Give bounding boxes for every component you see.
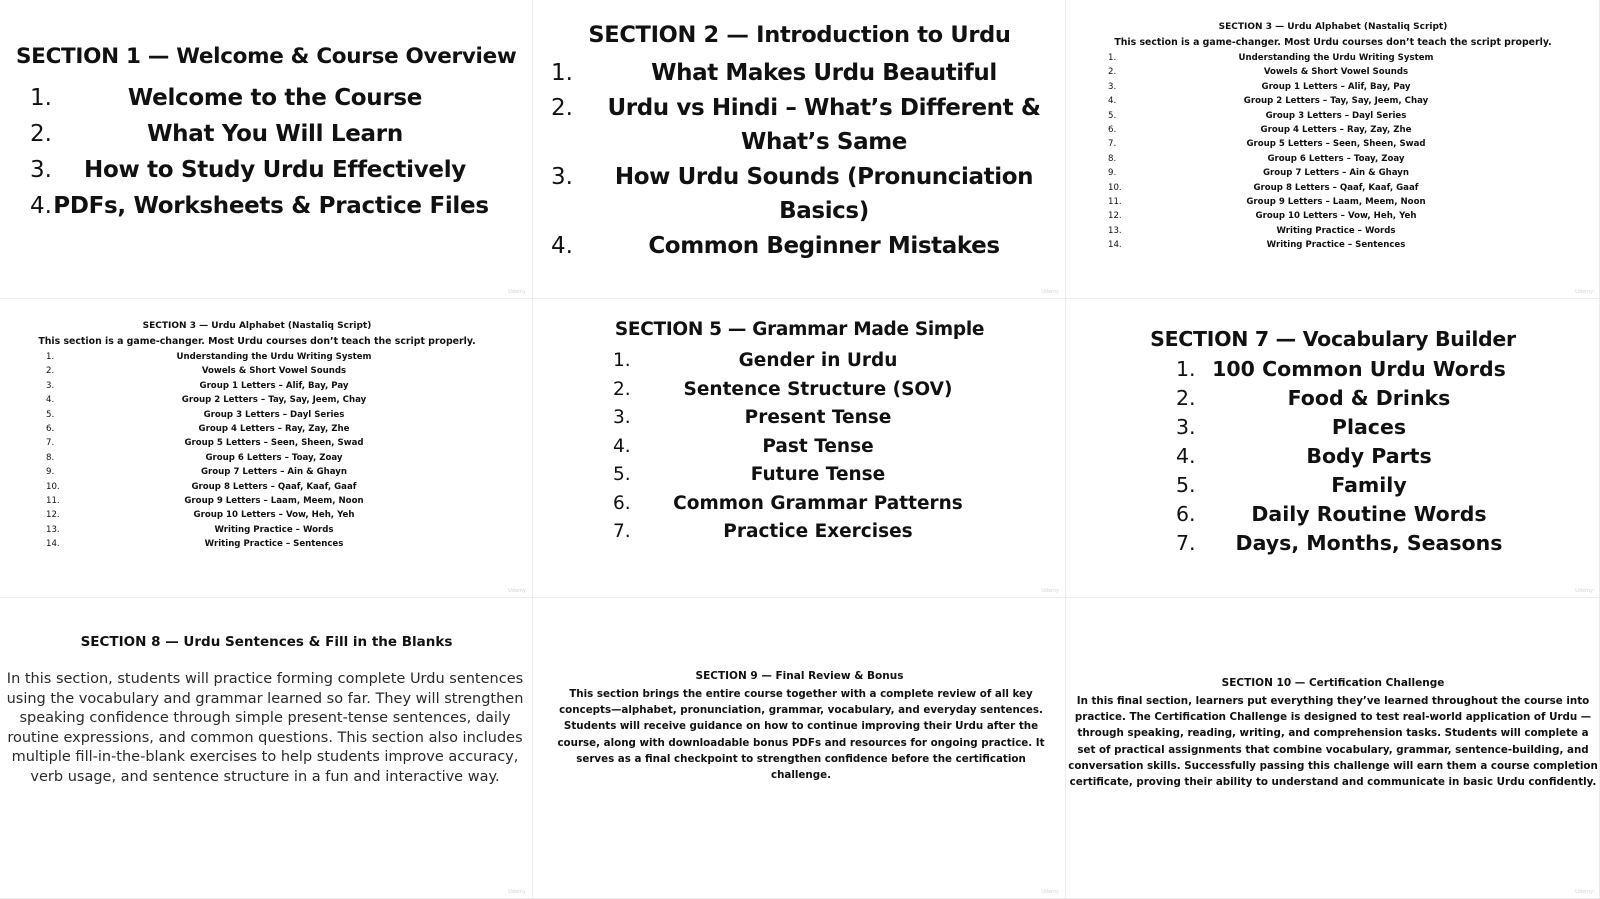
slide-title: SECTION 7 — Vocabulary Builder [1150,327,1516,351]
slide-section-3-copy[interactable] [0,299,533,598]
list-item [1176,384,1526,413]
item-number: 14. [1108,240,1122,251]
list-item [1176,471,1526,500]
slide-title: SECTION 3 — Urdu Alphabet (Nastaliq Script) [142,321,372,331]
item-number: 3. [1176,415,1196,439]
list-item [46,379,482,393]
item-number: 5. [1108,110,1117,121]
item-text: Food & Drinks [1287,386,1451,410]
item-number: 2. [46,366,55,377]
list-item [30,188,490,224]
item-number: 8. [46,452,55,463]
watermark: Udemy [508,289,526,295]
list-item [46,523,482,537]
item-number: 3. [613,407,631,428]
item-text: Common Grammar Patterns [673,492,963,514]
item-text: Group 7 Letters – Ain & Ghayn [200,467,348,478]
list-item [613,376,983,405]
item-text: Urdu vs Hindi – What’s Different & What’s Same [607,94,1041,155]
item-text: Vowels & Short Vowel Sounds [201,366,347,377]
list-item [1108,181,1544,195]
slide-title: SECTION 5 — Grammar Made Simple [614,319,985,340]
slide-title: SECTION 8 — Urdu Sentences & Fill in the Blanks [80,634,453,650]
slide-section-9[interactable] [533,598,1066,899]
slide-body-text: In this final section, learners put everything they’ve learned throughout the course into practice. The Certification Challenge is designed to test real-world application of Urdu — through speaking, reading, writing, and comprehension tasks. Students will complete a set of practical assignments that combine vocabulary, grammar, sentence-building, and conversation skills. Successfully passing this challenge will earn them a course completion certificate, proving their ability to understand and communicate in basic Urdu confidently. [1068,695,1598,789]
list-item [1108,224,1544,238]
list-item [46,350,482,364]
watermark: Udemy [508,588,526,594]
list-item [1108,94,1544,108]
slide-intro: This section is a game-changer. Most Urdu courses don’t teach the script properly. [38,336,476,347]
watermark: Udemy [1575,289,1593,295]
item-number: 4. [613,435,631,457]
list-item [46,393,482,407]
list-item [46,508,482,522]
watermark: Udemy [1041,889,1059,895]
item-number: 1. [1176,357,1196,381]
slide-section-7[interactable] [1066,299,1600,598]
list-item [1176,442,1526,471]
lesson-list [46,350,482,552]
list-item [1108,152,1544,166]
item-number: 3. [1108,81,1117,92]
item-number: 10. [46,481,60,492]
list-item [30,152,490,188]
item-text: Group 3 Letters – Dayl Series [203,409,345,420]
list-item [1176,500,1526,529]
lesson-list [1108,51,1544,253]
list-item [46,436,482,450]
item-text: Group 7 Letters – Ain & Ghayn [1262,168,1410,179]
item-number: 3. [551,163,573,190]
item-text: Group 6 Letters – Toay, Zoay [1267,153,1405,164]
item-text: Group 8 Letters – Qaaf, Kaaf, Gaaf [191,481,357,492]
item-text: Past Tense [762,435,874,457]
item-number: 14. [46,539,60,550]
list-item [1108,109,1544,123]
list-item [46,364,482,378]
list-item [1176,529,1526,558]
item-number: 7. [46,438,55,449]
lesson-list [613,347,983,547]
list-item [30,116,490,152]
slide-section-10[interactable] [1066,598,1600,899]
slide-section-5[interactable] [533,299,1066,598]
item-number: 5. [1176,473,1196,497]
item-number: 2. [30,121,52,147]
list-item [551,56,1051,91]
slide-section-3[interactable] [1066,0,1600,299]
item-number: 7. [1176,531,1196,555]
item-text: Group 9 Letters – Laam, Meem, Noon [184,496,364,507]
item-number: 1. [551,60,573,86]
item-number: 2. [613,378,631,400]
item-text: Group 6 Letters – Toay, Zoay [205,452,343,463]
item-text: Group 1 Letters – Alif, Bay, Pay [199,380,349,391]
item-number: 5. [613,464,631,485]
list-item [613,433,983,462]
item-number: 11. [1108,197,1122,208]
list-item [613,490,983,519]
item-text: Common Beginner Mistakes [648,232,1000,259]
item-number: 2. [551,94,573,121]
item-text: Group 2 Letters – Tay, Say, Jeem, Chay [181,395,367,406]
item-number: 7. [1108,139,1117,150]
list-item [613,461,983,490]
list-item [1108,166,1544,180]
item-text: Understanding the Urdu Writing System [1238,53,1434,63]
item-text: Days, Months, Seasons [1235,531,1503,555]
item-number: 6. [613,492,631,514]
item-number: 2. [1108,67,1117,78]
list-item [613,404,983,433]
list-item [1176,355,1526,384]
slide-section-1[interactable] [0,0,533,299]
slide-body-text: In this section, students will practice forming complete Urdu sentences using the vocabulary and grammar learned so far. They will strengthen speaking confidence through simple present-tense sentences, daily routine expressions, and common questions. This section also includes multiple fill-in-the-blank exercises to help students improve accuracy, verb usage, and sentence structure in a fun and interactive way. [6,671,524,785]
watermark: Udemy [1041,588,1059,594]
list-item [46,537,482,551]
item-text: Welcome to the Course [127,85,423,111]
list-item [613,518,983,547]
item-number: 5. [46,409,55,420]
item-text: Body Parts [1306,444,1432,468]
item-text: Group 5 Letters – Seen, Sheen, Swad [184,438,364,449]
item-number: 8. [1108,153,1117,164]
list-item [46,465,482,479]
lesson-list [30,80,490,224]
item-number: 6. [46,424,55,435]
item-text: Group 10 Letters – Vow, Heh, Yeh [193,510,355,521]
list-item [551,160,1051,229]
item-text: Group 5 Letters – Seen, Sheen, Swad [1246,139,1426,150]
item-text: Group 4 Letters – Ray, Zay, Zhe [1260,125,1412,136]
item-number: 1. [613,350,631,371]
list-item [1108,195,1544,209]
item-number: 9. [1108,168,1117,179]
item-text: What Makes Urdu Beautiful [651,60,997,86]
item-text: Group 3 Letters – Dayl Series [1265,110,1407,121]
slide-title: SECTION 2 — Introduction to Urdu [588,22,1011,48]
item-text: Sentence Structure (SOV) [683,378,953,400]
list-item [1108,65,1544,79]
item-text: Writing Practice – Words [1276,225,1396,236]
item-number: 7. [613,521,631,542]
item-text: Gender in Urdu [738,350,898,371]
item-text: Group 2 Letters – Tay, Say, Jeem, Chay [1243,96,1429,107]
item-text: Vowels & Short Vowel Sounds [1263,67,1409,78]
item-number: 6. [1108,125,1117,136]
watermark: Udemy [1575,588,1593,594]
list-item [46,451,482,465]
slide-intro: This section is a game-changer. Most Urdu courses don’t teach the script properly. [1114,37,1552,48]
watermark: Udemy [508,889,526,895]
item-number: 1. [1108,53,1117,63]
list-item [1108,238,1544,252]
list-item [30,80,490,116]
list-item [1108,209,1544,223]
item-number: 13. [1108,225,1122,236]
item-text: Present Tense [744,407,892,428]
list-item [46,422,482,436]
slide-title: SECTION 1 — Welcome & Course Overview [16,44,517,69]
slide-title: SECTION 9 — Final Review & Bonus [695,670,904,682]
slide-section-8[interactable] [0,598,533,899]
lesson-list [1176,355,1526,558]
item-number: 12. [46,510,60,521]
item-number: 4. [551,232,573,259]
slide-section-2[interactable] [533,0,1066,299]
list-item [1108,51,1544,65]
item-text: Understanding the Urdu Writing System [176,352,372,362]
item-number: 4. [1176,444,1196,468]
item-number: 3. [46,380,55,391]
item-text: Family [1331,473,1407,497]
item-text: Future Tense [750,464,886,485]
item-number: 6. [1176,502,1196,526]
item-text: Group 10 Letters – Vow, Heh, Yeh [1255,211,1417,222]
item-number: 13. [46,524,60,535]
list-item [46,480,482,494]
watermark: Udemy [1041,289,1059,295]
item-number: 10. [1108,182,1122,193]
item-text: Group 8 Letters – Qaaf, Kaaf, Gaaf [1253,182,1419,193]
item-number: 11. [46,496,60,507]
slide-title: SECTION 3 — Urdu Alphabet (Nastaliq Script) [1218,22,1448,32]
item-number: 4. [1108,96,1117,107]
slide-title: SECTION 10 — Certification Challenge [1221,677,1445,689]
item-number: 4. [46,395,55,406]
item-number: 2. [1176,386,1196,410]
list-item [46,408,482,422]
item-number: 9. [46,467,55,478]
item-text: Writing Practice – Sentences [204,539,344,550]
item-text: Group 9 Letters – Laam, Meem, Noon [1246,197,1426,208]
item-text: What You Will Learn [147,121,403,147]
item-text: Writing Practice – Words [214,524,334,535]
item-text: How Urdu Sounds (Pronunciation Basics) [614,163,1034,224]
list-item [551,229,1051,264]
list-item [551,91,1051,160]
list-item [1176,413,1526,442]
list-item [1108,137,1544,151]
item-number: 1. [46,352,55,362]
slide-body-text: This section brings the entire course together with a complete review of all key concepts—alphabet, pronunciation, grammar, vocabulary, and everyday sentences. Students will receive guidance on how to continue improving their Urdu after the course, along with downloadable bonus PDFs and resources for ongoing practice. It serves as a final checkpoint to strengthen confidence before the certification challenge. [557,688,1045,782]
item-text: Practice Exercises [723,521,913,542]
item-text: 100 Common Urdu Words [1212,357,1506,381]
item-text: How to Study Urdu Effectively [84,157,466,183]
list-item [1108,80,1544,94]
list-item [613,347,983,376]
item-text: Daily Routine Words [1251,502,1487,526]
lesson-list [551,56,1051,263]
item-text: Places [1331,415,1407,439]
item-number: 1. [30,85,52,111]
watermark: Udemy [1575,889,1593,895]
item-text: Group 1 Letters – Alif, Bay, Pay [1261,81,1411,92]
item-text: Group 4 Letters – Ray, Zay, Zhe [198,424,350,435]
item-number: 12. [1108,211,1122,222]
item-text: PDFs, Worksheets & Practice Files [53,193,489,219]
list-item [46,494,482,508]
item-number: 3. [30,157,52,183]
item-number: 4. [30,193,52,219]
list-item [1108,123,1544,137]
item-text: Writing Practice – Sentences [1266,240,1406,251]
